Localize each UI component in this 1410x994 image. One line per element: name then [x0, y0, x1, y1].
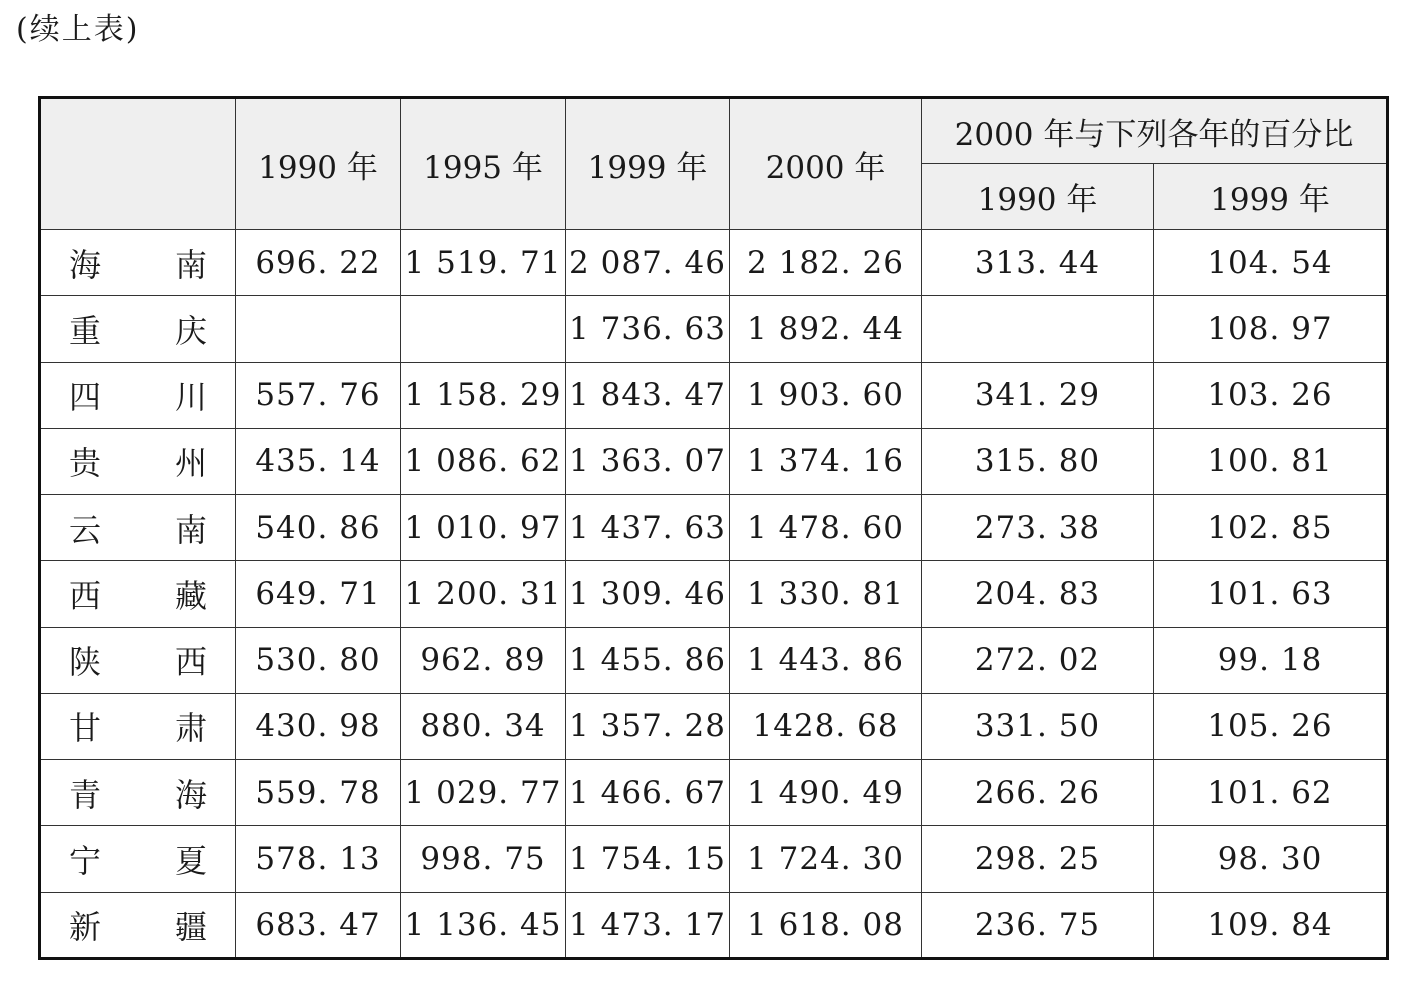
region-name-char: 西 — [69, 576, 102, 615]
header-1999: 1999 年 — [566, 98, 730, 230]
value-cell-v1990: 430. 98 — [236, 693, 401, 759]
table-row — [40, 826, 1388, 892]
region-name-char: 川 — [174, 378, 207, 417]
value-cell-p1990: 273. 38 — [922, 495, 1154, 561]
region-name-char: 海 — [174, 775, 207, 814]
value-cell-v2000: 1 443. 86 — [730, 627, 922, 693]
value-cell-p1999: 101. 62 — [1154, 760, 1388, 826]
region-name-char: 疆 — [174, 907, 207, 946]
data-table — [38, 96, 1389, 960]
value-cell-v1990: 435. 14 — [236, 428, 401, 494]
value-cell-v2000: 1 478. 60 — [730, 495, 922, 561]
value-cell-v1995: 998. 75 — [401, 826, 566, 892]
value-cell-v1990: 649. 71 — [236, 561, 401, 627]
value-cell-p1990: 315. 80 — [922, 428, 1154, 494]
value-cell-v1995: 1 158. 29 — [401, 362, 566, 428]
value-cell-v2000: 1 618. 08 — [730, 892, 922, 958]
region-name-char: 重 — [69, 311, 102, 350]
value-cell-v1995: 1 200. 31 — [401, 561, 566, 627]
value-cell-v1995: 1 519. 71 — [401, 230, 566, 296]
value-cell-v2000: 2 182. 26 — [730, 230, 922, 296]
table-row — [40, 362, 1388, 428]
region-name-char: 云 — [69, 510, 102, 549]
region-cell — [40, 561, 236, 627]
value-cell-p1999: 105. 26 — [1154, 693, 1388, 759]
value-cell-v1999: 1 357. 28 — [566, 693, 730, 759]
region-cell — [40, 495, 236, 561]
table-row — [40, 561, 1388, 627]
value-cell-p1999: 100. 81 — [1154, 428, 1388, 494]
value-cell-p1990: 331. 50 — [922, 693, 1154, 759]
region-name-char: 南 — [174, 245, 207, 284]
value-cell-v1999: 1 466. 67 — [566, 760, 730, 826]
region-name-char: 藏 — [174, 576, 207, 615]
table-row — [40, 693, 1388, 759]
table-row — [40, 495, 1388, 561]
value-cell-p1999: 108. 97 — [1154, 296, 1388, 362]
value-cell-v1995: 880. 34 — [401, 693, 566, 759]
value-cell-p1999: 102. 85 — [1154, 495, 1388, 561]
value-cell-v1990: 557. 76 — [236, 362, 401, 428]
value-cell-v1995: 1 010. 97 — [401, 495, 566, 561]
region-cell — [40, 230, 236, 296]
value-cell-v1999: 1 736. 63 — [566, 296, 730, 362]
value-cell-v2000: 1 724. 30 — [730, 826, 922, 892]
header-2000: 2000 年 — [730, 98, 922, 230]
value-cell-v2000: 1 374. 16 — [730, 428, 922, 494]
header-1990: 1990 年 — [236, 98, 401, 230]
value-cell-p1990: 266. 26 — [922, 760, 1154, 826]
value-cell-p1990: 313. 44 — [922, 230, 1154, 296]
value-cell-v1995 — [401, 296, 566, 362]
value-cell-v1999: 1 309. 46 — [566, 561, 730, 627]
value-cell-p1990: 236. 75 — [922, 892, 1154, 958]
header-pct-1990: 1990 年 — [922, 164, 1154, 230]
region-cell — [40, 428, 236, 494]
value-cell-p1999: 103. 26 — [1154, 362, 1388, 428]
region-name-char: 甘 — [69, 709, 102, 748]
value-cell-p1990: 341. 29 — [922, 362, 1154, 428]
table-row — [40, 892, 1388, 958]
value-cell-v1999: 2 087. 46 — [566, 230, 730, 296]
region-cell — [40, 627, 236, 693]
value-cell-v2000: 1428. 68 — [730, 693, 922, 759]
region-name-char: 四 — [69, 378, 102, 417]
value-cell-v2000: 1 892. 44 — [730, 296, 922, 362]
region-name-char: 肃 — [174, 709, 207, 748]
value-cell-v1995: 1 136. 45 — [401, 892, 566, 958]
region-name-char: 夏 — [174, 842, 207, 881]
table-continuation-caption: (续上表) — [16, 12, 140, 47]
region-name-char: 宁 — [69, 842, 102, 881]
region-name-char: 贵 — [69, 444, 102, 483]
value-cell-v2000: 1 330. 81 — [730, 561, 922, 627]
value-cell-v1990: 559. 78 — [236, 760, 401, 826]
value-cell-v1995: 962. 89 — [401, 627, 566, 693]
value-cell-v1995: 1 029. 77 — [401, 760, 566, 826]
value-cell-v1990: 696. 22 — [236, 230, 401, 296]
table-row — [40, 760, 1388, 826]
value-cell-v1995: 1 086. 62 — [401, 428, 566, 494]
region-name-char: 海 — [69, 245, 102, 284]
region-name-char: 西 — [174, 643, 207, 682]
region-name-char: 州 — [174, 444, 207, 483]
table-row — [40, 428, 1388, 494]
value-cell-v1999: 1 437. 63 — [566, 495, 730, 561]
value-cell-p1999: 98. 30 — [1154, 826, 1388, 892]
value-cell-p1999: 109. 84 — [1154, 892, 1388, 958]
value-cell-p1999: 99. 18 — [1154, 627, 1388, 693]
value-cell-p1990: 298. 25 — [922, 826, 1154, 892]
value-cell-v1999: 1 843. 47 — [566, 362, 730, 428]
region-cell — [40, 826, 236, 892]
table-header — [40, 98, 1388, 230]
table-row — [40, 627, 1388, 693]
region-name-char: 陕 — [69, 643, 102, 682]
value-cell-v1990: 530. 80 — [236, 627, 401, 693]
value-cell-p1990: 272. 02 — [922, 627, 1154, 693]
value-cell-v1990: 578. 13 — [236, 826, 401, 892]
header-1995: 1995 年 — [401, 98, 566, 230]
header-pct-1999: 1999 年 — [1154, 164, 1388, 230]
header-percentage-group: 2000 年与下列各年的百分比 — [922, 98, 1388, 164]
value-cell-v2000: 1 490. 49 — [730, 760, 922, 826]
region-cell — [40, 892, 236, 958]
region-name-char: 新 — [69, 907, 102, 946]
table-body — [40, 230, 1388, 959]
value-cell-v1999: 1 455. 86 — [566, 627, 730, 693]
region-cell — [40, 296, 236, 362]
value-cell-v1999: 1 754. 15 — [566, 826, 730, 892]
value-cell-v1999: 1 473. 17 — [566, 892, 730, 958]
value-cell-p1999: 101. 63 — [1154, 561, 1388, 627]
table-row — [40, 296, 1388, 362]
header-region-cell — [40, 98, 236, 230]
value-cell-p1990: 204. 83 — [922, 561, 1154, 627]
value-cell-v1999: 1 363. 07 — [566, 428, 730, 494]
value-cell-v1990: 683. 47 — [236, 892, 401, 958]
region-name-char: 南 — [174, 510, 207, 549]
value-cell-v2000: 1 903. 60 — [730, 362, 922, 428]
region-cell — [40, 760, 236, 826]
region-cell — [40, 693, 236, 759]
value-cell-p1990 — [922, 296, 1154, 362]
region-name-char: 庆 — [174, 311, 207, 350]
value-cell-v1990: 540. 86 — [236, 495, 401, 561]
value-cell-p1999: 104. 54 — [1154, 230, 1388, 296]
region-cell — [40, 362, 236, 428]
region-name-char: 青 — [69, 775, 102, 814]
table-row — [40, 230, 1388, 296]
value-cell-v1990 — [236, 296, 401, 362]
